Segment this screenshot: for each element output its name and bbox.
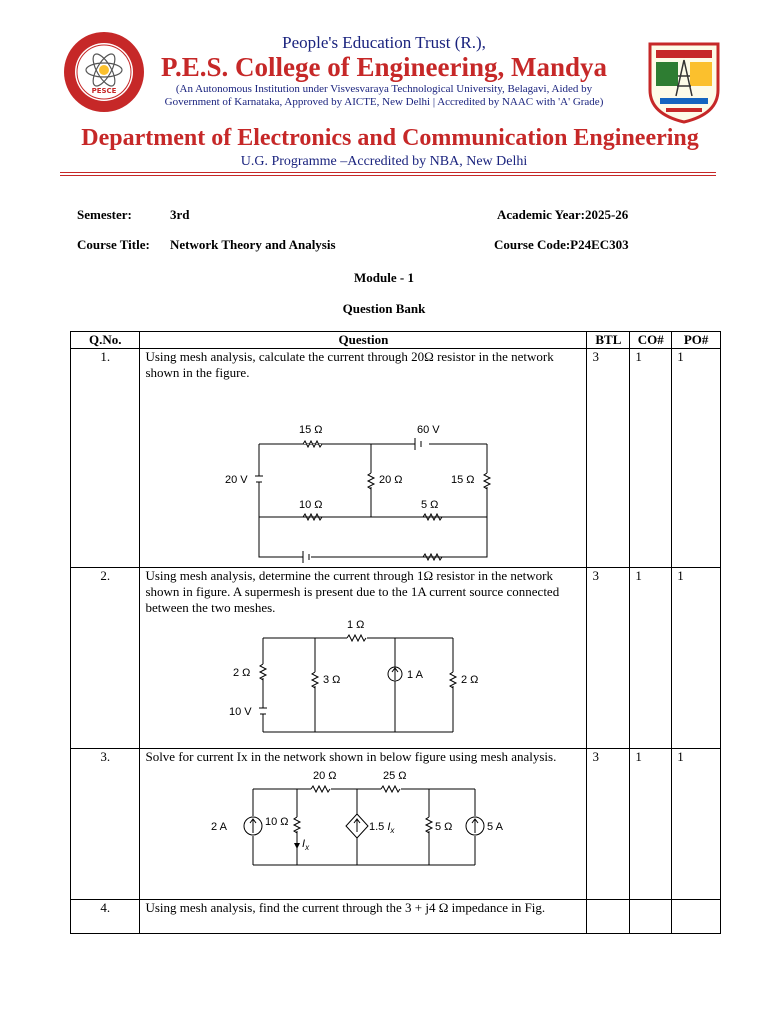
header-qno: Q.No. xyxy=(71,332,140,349)
course-title-value: Network Theory and Analysis xyxy=(170,237,336,252)
po-cell: 1 xyxy=(672,568,721,749)
fig2-r3-label: 3 Ω xyxy=(323,674,341,686)
fig3-isrc2-label: 5 A xyxy=(487,821,504,833)
header-rule xyxy=(60,172,716,173)
btl-cell: 3 xyxy=(587,349,630,568)
fig2-r1-label: 1 Ω xyxy=(347,619,365,631)
question-table xyxy=(70,331,721,934)
question-text: Using mesh analysis, calculate the current through 20Ω resistor in the network shown in the figure. xyxy=(145,349,554,380)
btl-cell xyxy=(587,900,630,934)
co-cell: 1 xyxy=(630,749,672,900)
po-cell xyxy=(672,900,721,934)
fig1-r1-label: 15 Ω xyxy=(299,424,323,436)
department-name: Department of Electronics and Communication Engineering xyxy=(81,125,699,151)
fig3-ix-label: $I_x$ xyxy=(302,838,310,852)
header-btl: BTL xyxy=(587,332,630,349)
fig2-vsrc-label: 10 V xyxy=(229,706,253,718)
question-cell xyxy=(140,349,587,568)
header-po: PO# xyxy=(672,332,721,349)
affiliation-line-1: (An Autonomous Institution under Visvesvaraya Technological University, Belagavi, Aided by xyxy=(175,83,593,95)
table-row xyxy=(71,749,721,900)
fig1-r3-label: 15 Ω xyxy=(451,474,475,486)
header-rule xyxy=(60,175,716,176)
svg-text:PESCE: PESCE xyxy=(91,87,117,95)
fig3-r2-label: 25 Ω xyxy=(383,770,407,782)
header-co: CO# xyxy=(630,332,672,349)
college-name: P.E.S. College of Engineering, Mandya xyxy=(160,52,608,82)
course-title-label: Course Title: xyxy=(77,237,150,252)
question-number: 3. xyxy=(71,749,140,900)
course-code: Course Code:P24EC303 xyxy=(494,237,629,252)
btl-cell: 3 xyxy=(587,568,630,749)
circuit-figure-3 xyxy=(145,765,581,881)
fig1-r5-label: 5 Ω xyxy=(421,499,439,511)
affiliation-line-2: Government of Karnataka, Approved by AICTE, New Delhi | Accredited by NAAC with 'A' Grade) xyxy=(164,96,604,108)
academic-year: Academic Year:2025-26 xyxy=(497,207,629,222)
trust-name: People's Education Trust (R.), xyxy=(282,33,486,52)
circuit-figure-2 xyxy=(145,616,581,746)
question-text: Solve for current Ix in the network shown in below figure using mesh analysis. xyxy=(145,749,557,764)
fig3-r1-label: 20 Ω xyxy=(313,770,337,782)
question-cell xyxy=(140,568,587,749)
programme-accreditation: U.G. Programme –Accredited by NBA, New Delhi xyxy=(240,154,528,169)
po-cell: 1 xyxy=(672,749,721,900)
semester-value: 3rd xyxy=(170,207,190,222)
fig3-isrc1-label: 2 A xyxy=(211,821,228,833)
fig1-r2-label: 20 Ω xyxy=(379,474,403,486)
module-title: Module - 1 xyxy=(354,270,414,285)
question-cell xyxy=(140,749,587,900)
fig1-src2-label: 20 V xyxy=(225,474,249,486)
question-bank-title: Question Bank xyxy=(342,301,426,316)
btl-cell: 3 xyxy=(587,749,630,900)
table-header-row xyxy=(71,332,721,349)
co-cell xyxy=(630,900,672,934)
fig1-src1-label: 60 V xyxy=(417,424,441,436)
fig3-r3-label: 10 Ω xyxy=(265,816,289,828)
question-number: 4. xyxy=(71,900,140,934)
fig1-r4-label: 10 Ω xyxy=(299,499,323,511)
table-row xyxy=(71,568,721,749)
co-cell: 1 xyxy=(630,349,672,568)
fig2-r4-label: 2 Ω xyxy=(461,674,479,686)
fig3-dependent-source-label: 1.5 $I_x$ xyxy=(369,821,395,835)
header-question: Question xyxy=(140,332,587,349)
circuit-figure-1 xyxy=(145,381,581,567)
fig3-r4-label: 5 Ω xyxy=(435,821,453,833)
question-text: Using mesh analysis, find the current through the 3 + j4 Ω impedance in Fig. xyxy=(145,900,546,915)
po-cell: 1 xyxy=(672,349,721,568)
fig2-r2-label: 2 Ω xyxy=(233,667,251,679)
table-row xyxy=(71,349,721,568)
co-cell: 1 xyxy=(630,568,672,749)
question-number: 2. xyxy=(71,568,140,749)
question-cell xyxy=(140,900,587,934)
table-row xyxy=(71,900,721,934)
question-number: 1. xyxy=(71,349,140,568)
fig2-isrc-label: 1 A xyxy=(407,669,424,681)
semester-label: Semester: xyxy=(77,207,132,222)
question-text: Using mesh analysis, determine the current through 1Ω resistor in the network shown in figure. A supermesh is present due to the 1A current source connected between the two meshes. xyxy=(145,568,560,615)
